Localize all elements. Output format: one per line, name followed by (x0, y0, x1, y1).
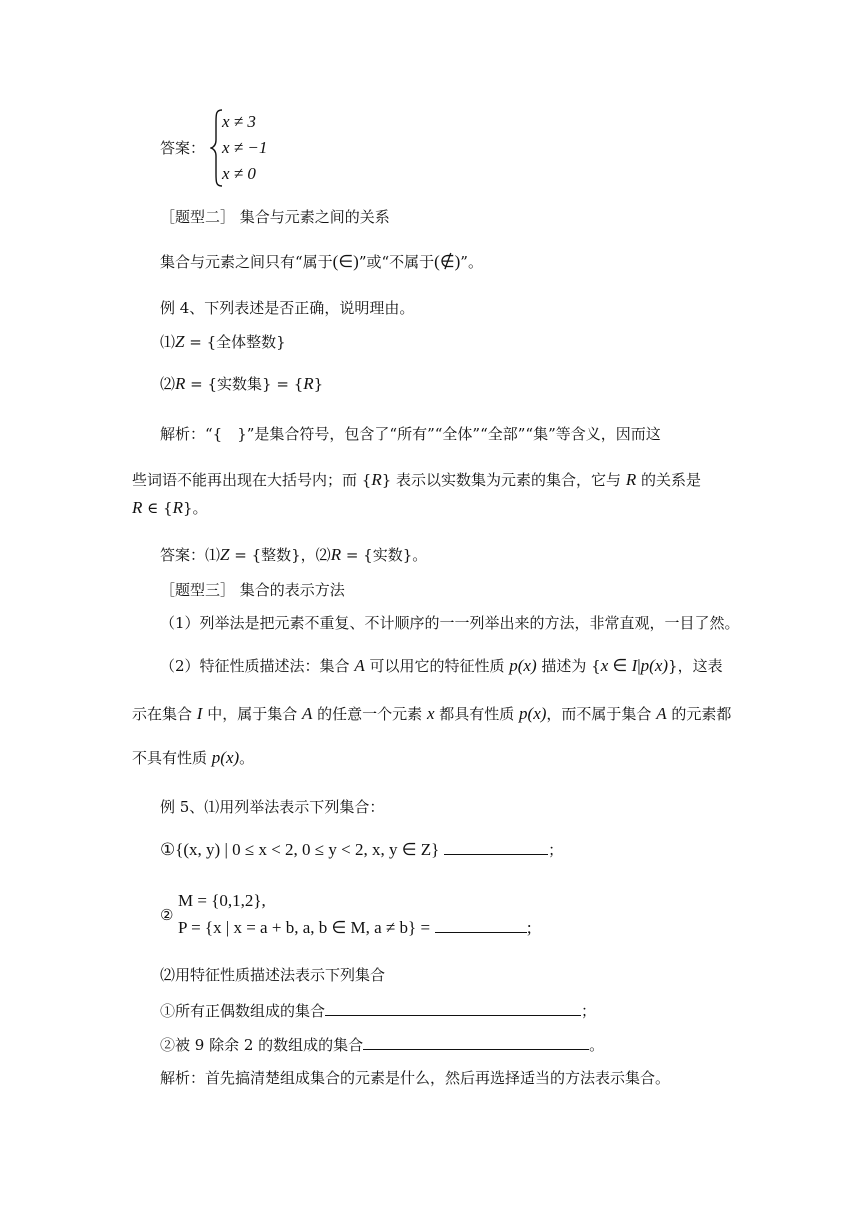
type3-paragraph1: （1）列举法是把元素不重复、不计顺序的一一列举出来的方法，非常直观，一目了然。 (160, 614, 740, 632)
answer-blank-4[interactable] (363, 1033, 589, 1050)
example5-question1: ①{(x, y) | 0 ≤ x < 2, 0 ≤ y < 2, x, y ∈ Z} ； (160, 840, 564, 859)
example5-analysis: 解析：首先搞清楚组成集合的元素是什么，然后再选择适当的方法表示集合。 (160, 1069, 671, 1087)
type3-paragraph2-line3: 不具有性质 p(x)。 (132, 748, 255, 767)
type2-paragraph: 集合与元素之间只有“属于(∈)”或“不属于(∉)”。 (160, 252, 483, 271)
type3-paragraph2-line2: 示在集合 I 中，属于集合 A 的任意一个元素 x 都具有性质 p(x)，而不属于集合 A 的元素都 (132, 704, 732, 723)
example5-question2-line2: P = {x | x = a + b, a, b ∈ M, a ≠ b} = ; (178, 918, 532, 937)
example4-answer: 答案：⑴Z = {整数}，⑵R = {实数}。 (160, 545, 428, 564)
answer-blank-3[interactable] (325, 999, 581, 1016)
analysis-line2: 些词语不能再出现在大括号内；而 {R} 表示以实数集为元素的集合，它与 R 的关系是 (132, 470, 701, 489)
section-title-type3: ［题型三］ 集合的表示方法 (160, 581, 345, 599)
inequality-2: x ≠ −1 (222, 138, 268, 157)
example5-part2-q2: ②被 9 除余 2 的数组成的集合 。 (160, 1033, 604, 1055)
inequality-1: x ≠ 3 (222, 112, 256, 131)
section-title-type2: ［题型二］ 集合与元素之间的关系 (160, 208, 390, 226)
answer-blank-2[interactable] (435, 916, 527, 933)
example4-item2: ⑵R = {实数集} = {R} (160, 374, 324, 393)
example4-item1: ⑴Z = {全体整数} (160, 332, 286, 351)
analysis-line3: R ∈ {R}。 (132, 498, 208, 517)
type3-paragraph2-line1: （2）特征性质描述法：集合 A 可以用它的特征性质 p(x) 描述为 {x ∈ I|p(x)}，这表 (160, 656, 723, 675)
example5-question2-number: ② (160, 906, 174, 924)
example5-question2-line1: M = {0,1,2}, (178, 891, 266, 910)
example4-title: 例 4、下列表述是否正确，说明理由。 (160, 299, 415, 317)
example5-part2-q1: ①所有正偶数组成的集合 ； (160, 999, 596, 1021)
inequality-3: x ≠ 0 (222, 164, 256, 183)
answer-blank-1[interactable] (444, 838, 548, 855)
inequality-system (210, 108, 290, 188)
answer-label: 答案： (160, 139, 206, 157)
example5-part2-title: ⑵用特征性质描述法表示下列集合 (160, 966, 386, 984)
example5-title: 例 5、⑴用列举法表示下列集合： (160, 798, 385, 816)
analysis-line1: 解析：“{ }”是集合符号，包含了“所有”“全体”“全部”“集”等含义，因而这 (160, 425, 661, 443)
